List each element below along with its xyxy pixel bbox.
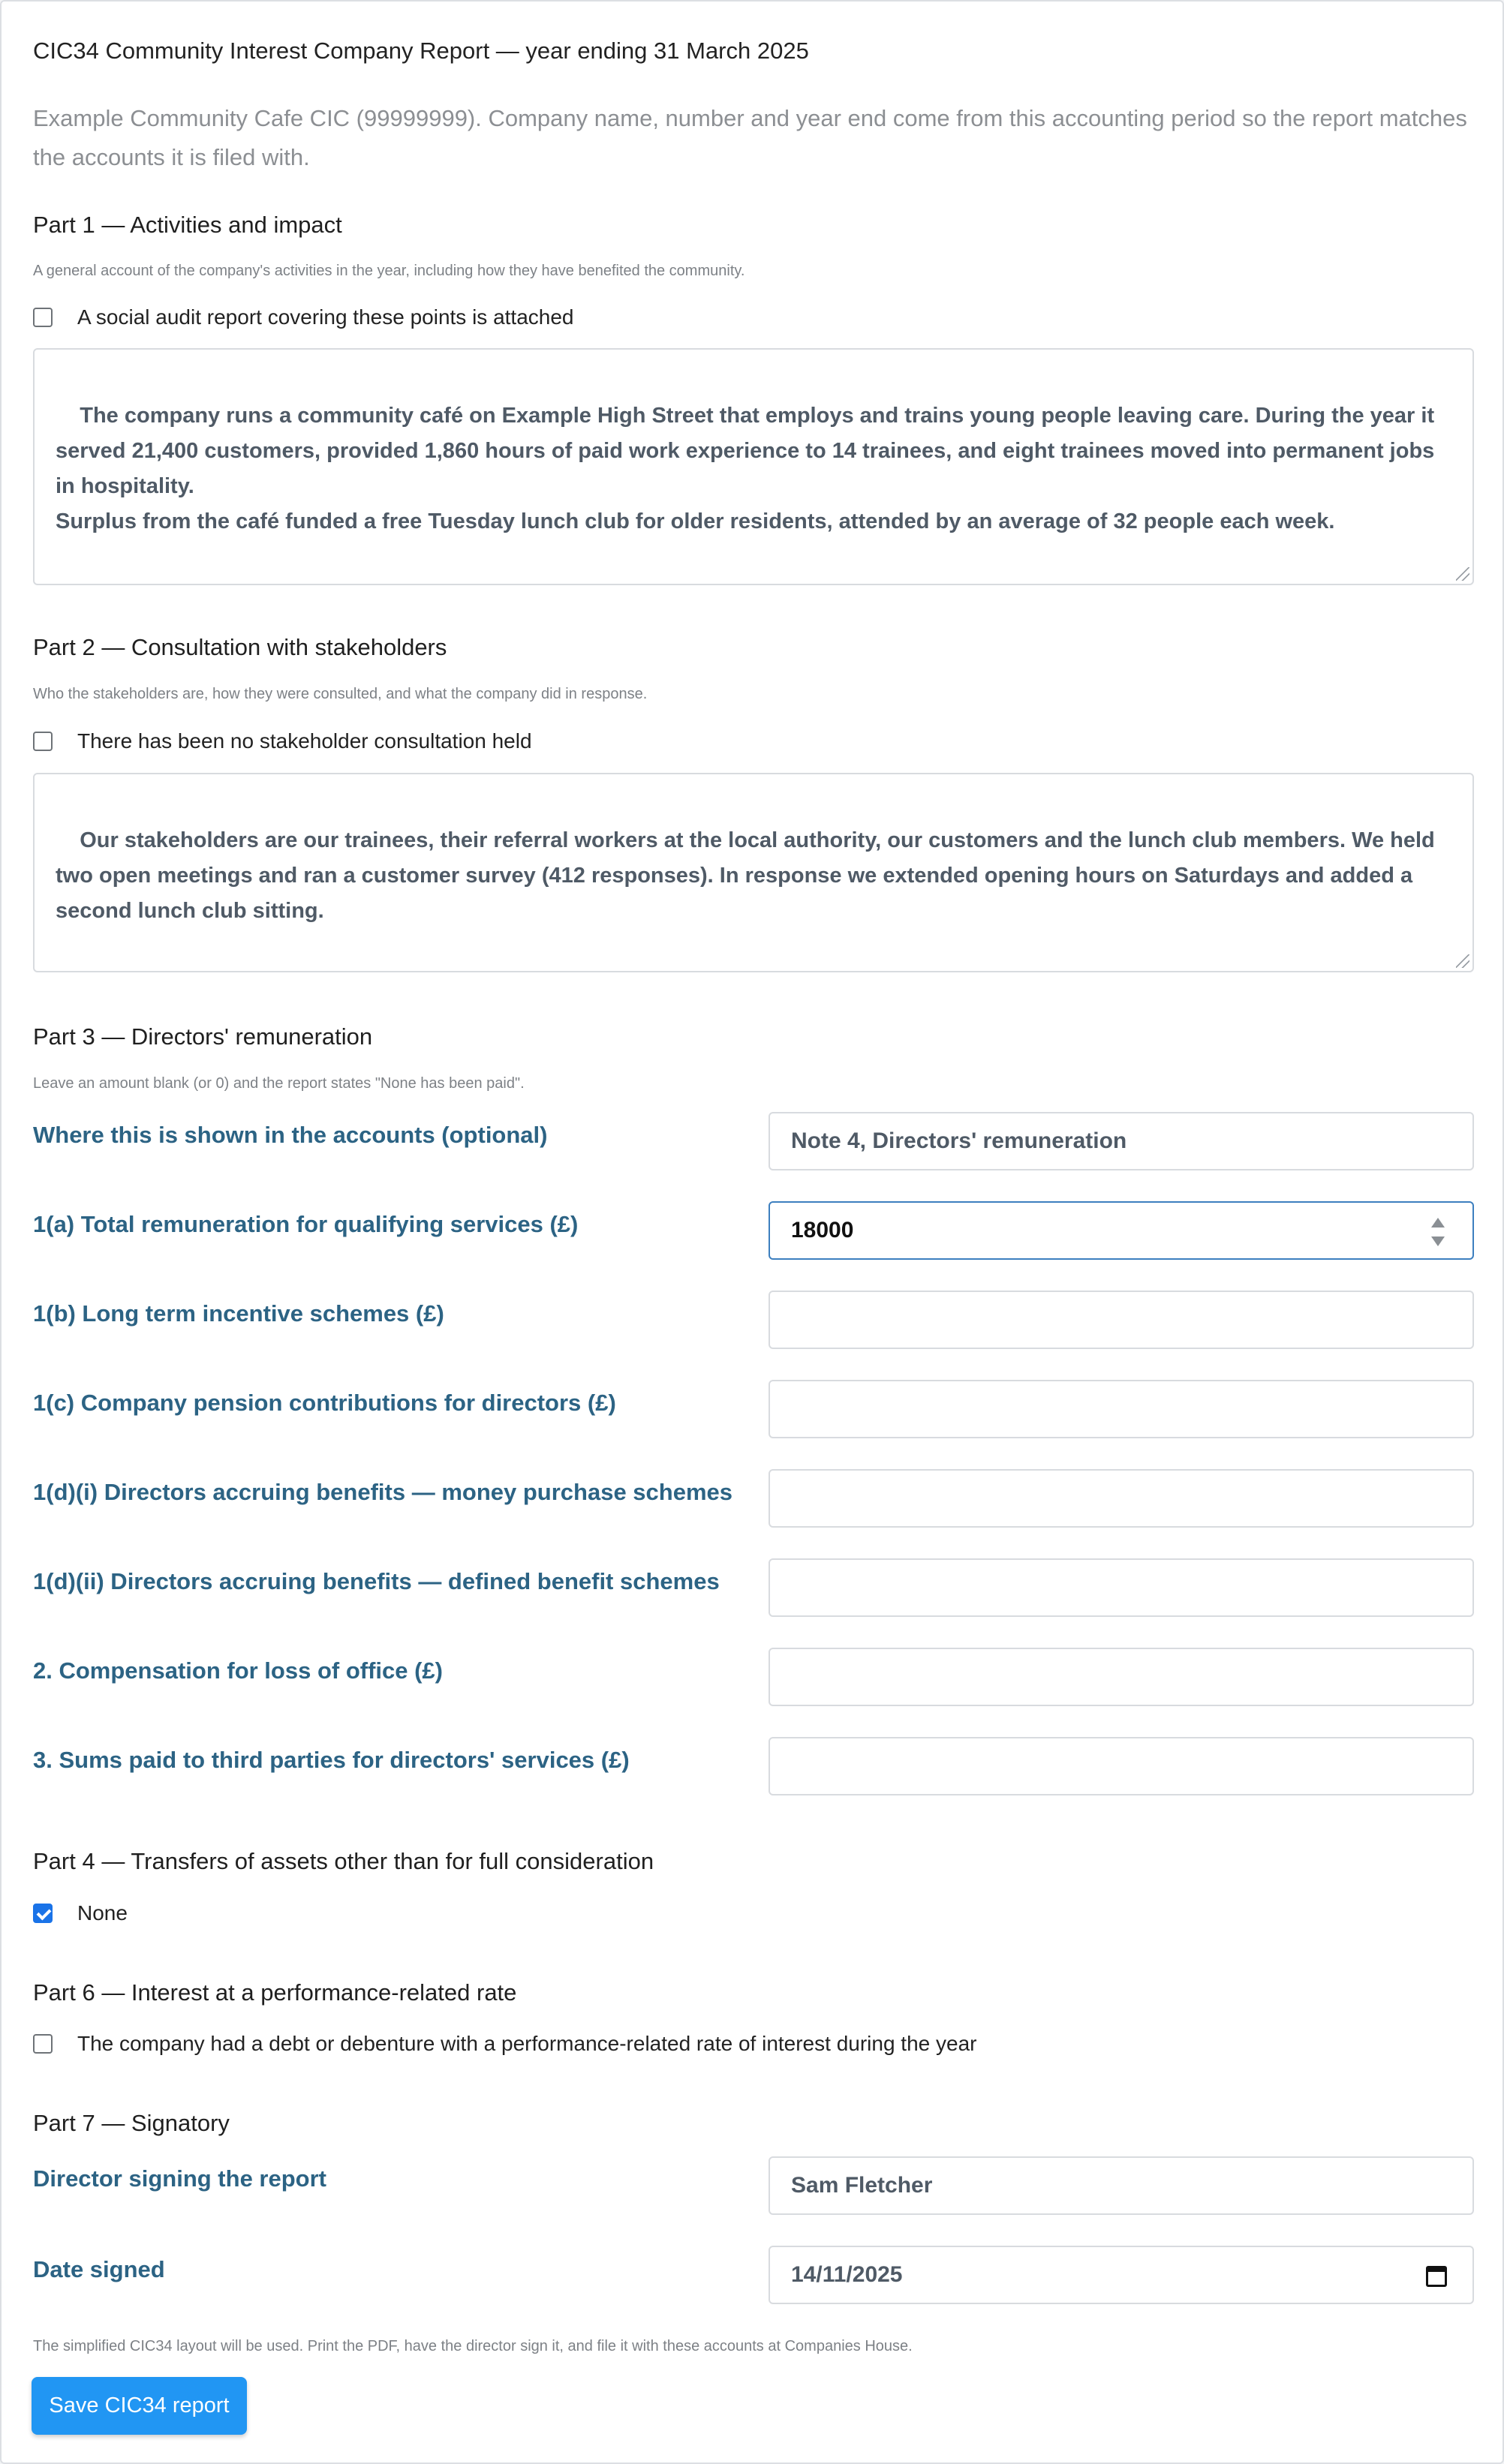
part2-no-consultation-checkbox-row[interactable] (33, 729, 532, 753)
social-audit-checkbox-label: A social audit report covering these points is attached (77, 305, 574, 329)
part1-social-audit-checkbox-row[interactable] (33, 305, 574, 329)
no-transfers-checkbox-label: None (77, 1901, 128, 1925)
no-consultation-checkbox[interactable] (33, 732, 53, 751)
loss-of-office-input[interactable] (769, 1648, 1474, 1706)
director-signing-label: Director signing the report (33, 2165, 326, 2192)
third-parties-input[interactable] (769, 1737, 1474, 1795)
performance-interest-checkbox[interactable] (33, 2034, 53, 2054)
part1-activities-textarea[interactable] (33, 348, 1474, 585)
part7-title: Part 7 — Signatory (33, 2110, 230, 2136)
date-signed-value: 14/11/2025 (791, 2262, 903, 2287)
save-cic34-report-button[interactable]: Save CIC34 report (32, 2377, 247, 2435)
total-remuneration-label: 1(a) Total remuneration for qualifying services (£) (33, 1211, 579, 1237)
third-parties-label: 3. Sums paid to third parties for directors' services (£) (33, 1747, 630, 1773)
no-transfers-checkbox[interactable] (33, 1904, 53, 1923)
number-spinner-icon[interactable] (1430, 1218, 1445, 1246)
part2-consultation-text: Our stakeholders are our trainees, their referral workers at the local authority, our customers and the lunch club members. We held two open meetings and ran a customer survey (412 responses). In response we extended opening hours on Saturdays and added a second lunch club sitting. (56, 828, 1441, 923)
footer-note: The simplified CIC34 layout will be used. Print the PDF, have the director sign it, and file it with these accounts at Companies House. (33, 2338, 913, 2354)
resize-handle-icon[interactable] (1456, 567, 1469, 581)
no-consultation-checkbox-label: There has been no stakeholder consultation held (77, 729, 532, 753)
part3-title: Part 3 — Directors' remuneration (33, 1023, 373, 1050)
defined-benefit-label: 1(d)(ii) Directors accruing benefits — defined benefit schemes (33, 1568, 720, 1594)
director-signing-input[interactable]: Sam Fletcher (769, 2156, 1474, 2215)
total-remuneration-value: 18000 (791, 1218, 854, 1243)
page-title: CIC34 Community Interest Company Report — year ending 31 March 2025 (33, 38, 809, 64)
intro-text: Example Community Cafe CIC (99999999). Company name, number and year end come from this accounting period so the report matches the accounts it is filed with. (33, 105, 1467, 170)
part6-title: Part 6 — Interest at a performance-related rate (33, 1979, 517, 2006)
date-signed-label: Date signed (33, 2256, 165, 2282)
part4-title: Part 4 — Transfers of assets other than for full consideration (33, 1848, 654, 1874)
accounts-reference-input[interactable]: Note 4, Directors' remuneration (769, 1112, 1474, 1170)
performance-interest-checkbox-label: The company had a debt or debenture with a performance-related rate of interest during the year (77, 2032, 977, 2055)
incentive-schemes-input[interactable] (769, 1291, 1474, 1349)
part2-consultation-textarea[interactable] (33, 773, 1474, 972)
total-remuneration-input[interactable] (769, 1201, 1474, 1260)
part2-title: Part 2 — Consultation with stakeholders (33, 634, 447, 660)
pension-contributions-label: 1(c) Company pension contributions for directors (£) (33, 1390, 616, 1416)
money-purchase-label: 1(d)(i) Directors accruing benefits — money purchase schemes (33, 1479, 732, 1505)
accounts-reference-label: Where this is shown in the accounts (optional) (33, 1122, 548, 1148)
calendar-icon[interactable] (1426, 2266, 1447, 2287)
part1-activities-text: The company runs a community café on Example High Street that employs and trains young people leaving care. During the year it served 21,400 customers, provided 1,860 hours of paid work experience to 14 trainees, and eight trainees moved into permanent jobs in hospitality. Surplus from the café funded a free Tuesday lunch club for older residents, attended by an average of 32 people each week. (56, 404, 1435, 533)
money-purchase-input[interactable] (769, 1469, 1474, 1528)
loss-of-office-label: 2. Compensation for loss of office (£) (33, 1657, 443, 1684)
date-signed-input[interactable] (769, 2246, 1474, 2304)
incentive-schemes-label: 1(b) Long term incentive schemes (£) (33, 1300, 444, 1327)
social-audit-checkbox[interactable] (33, 308, 53, 327)
resize-handle-icon[interactable] (1456, 954, 1469, 968)
part6-performance-interest-checkbox-row[interactable] (33, 2032, 976, 2056)
part1-title: Part 1 — Activities and impact (33, 212, 342, 238)
part2-hint: Who the stakeholders are, how they were consulted, and what the company did in response. (33, 686, 648, 702)
part1-hint: A general account of the company's activities in the year, including how they have benefited the community. (33, 263, 745, 279)
part4-none-checkbox-row[interactable] (33, 1901, 128, 1925)
part3-hint: Leave an amount blank (or 0) and the report states "None has been paid". (33, 1075, 525, 1092)
defined-benefit-input[interactable] (769, 1558, 1474, 1617)
pension-contributions-input[interactable] (769, 1380, 1474, 1438)
